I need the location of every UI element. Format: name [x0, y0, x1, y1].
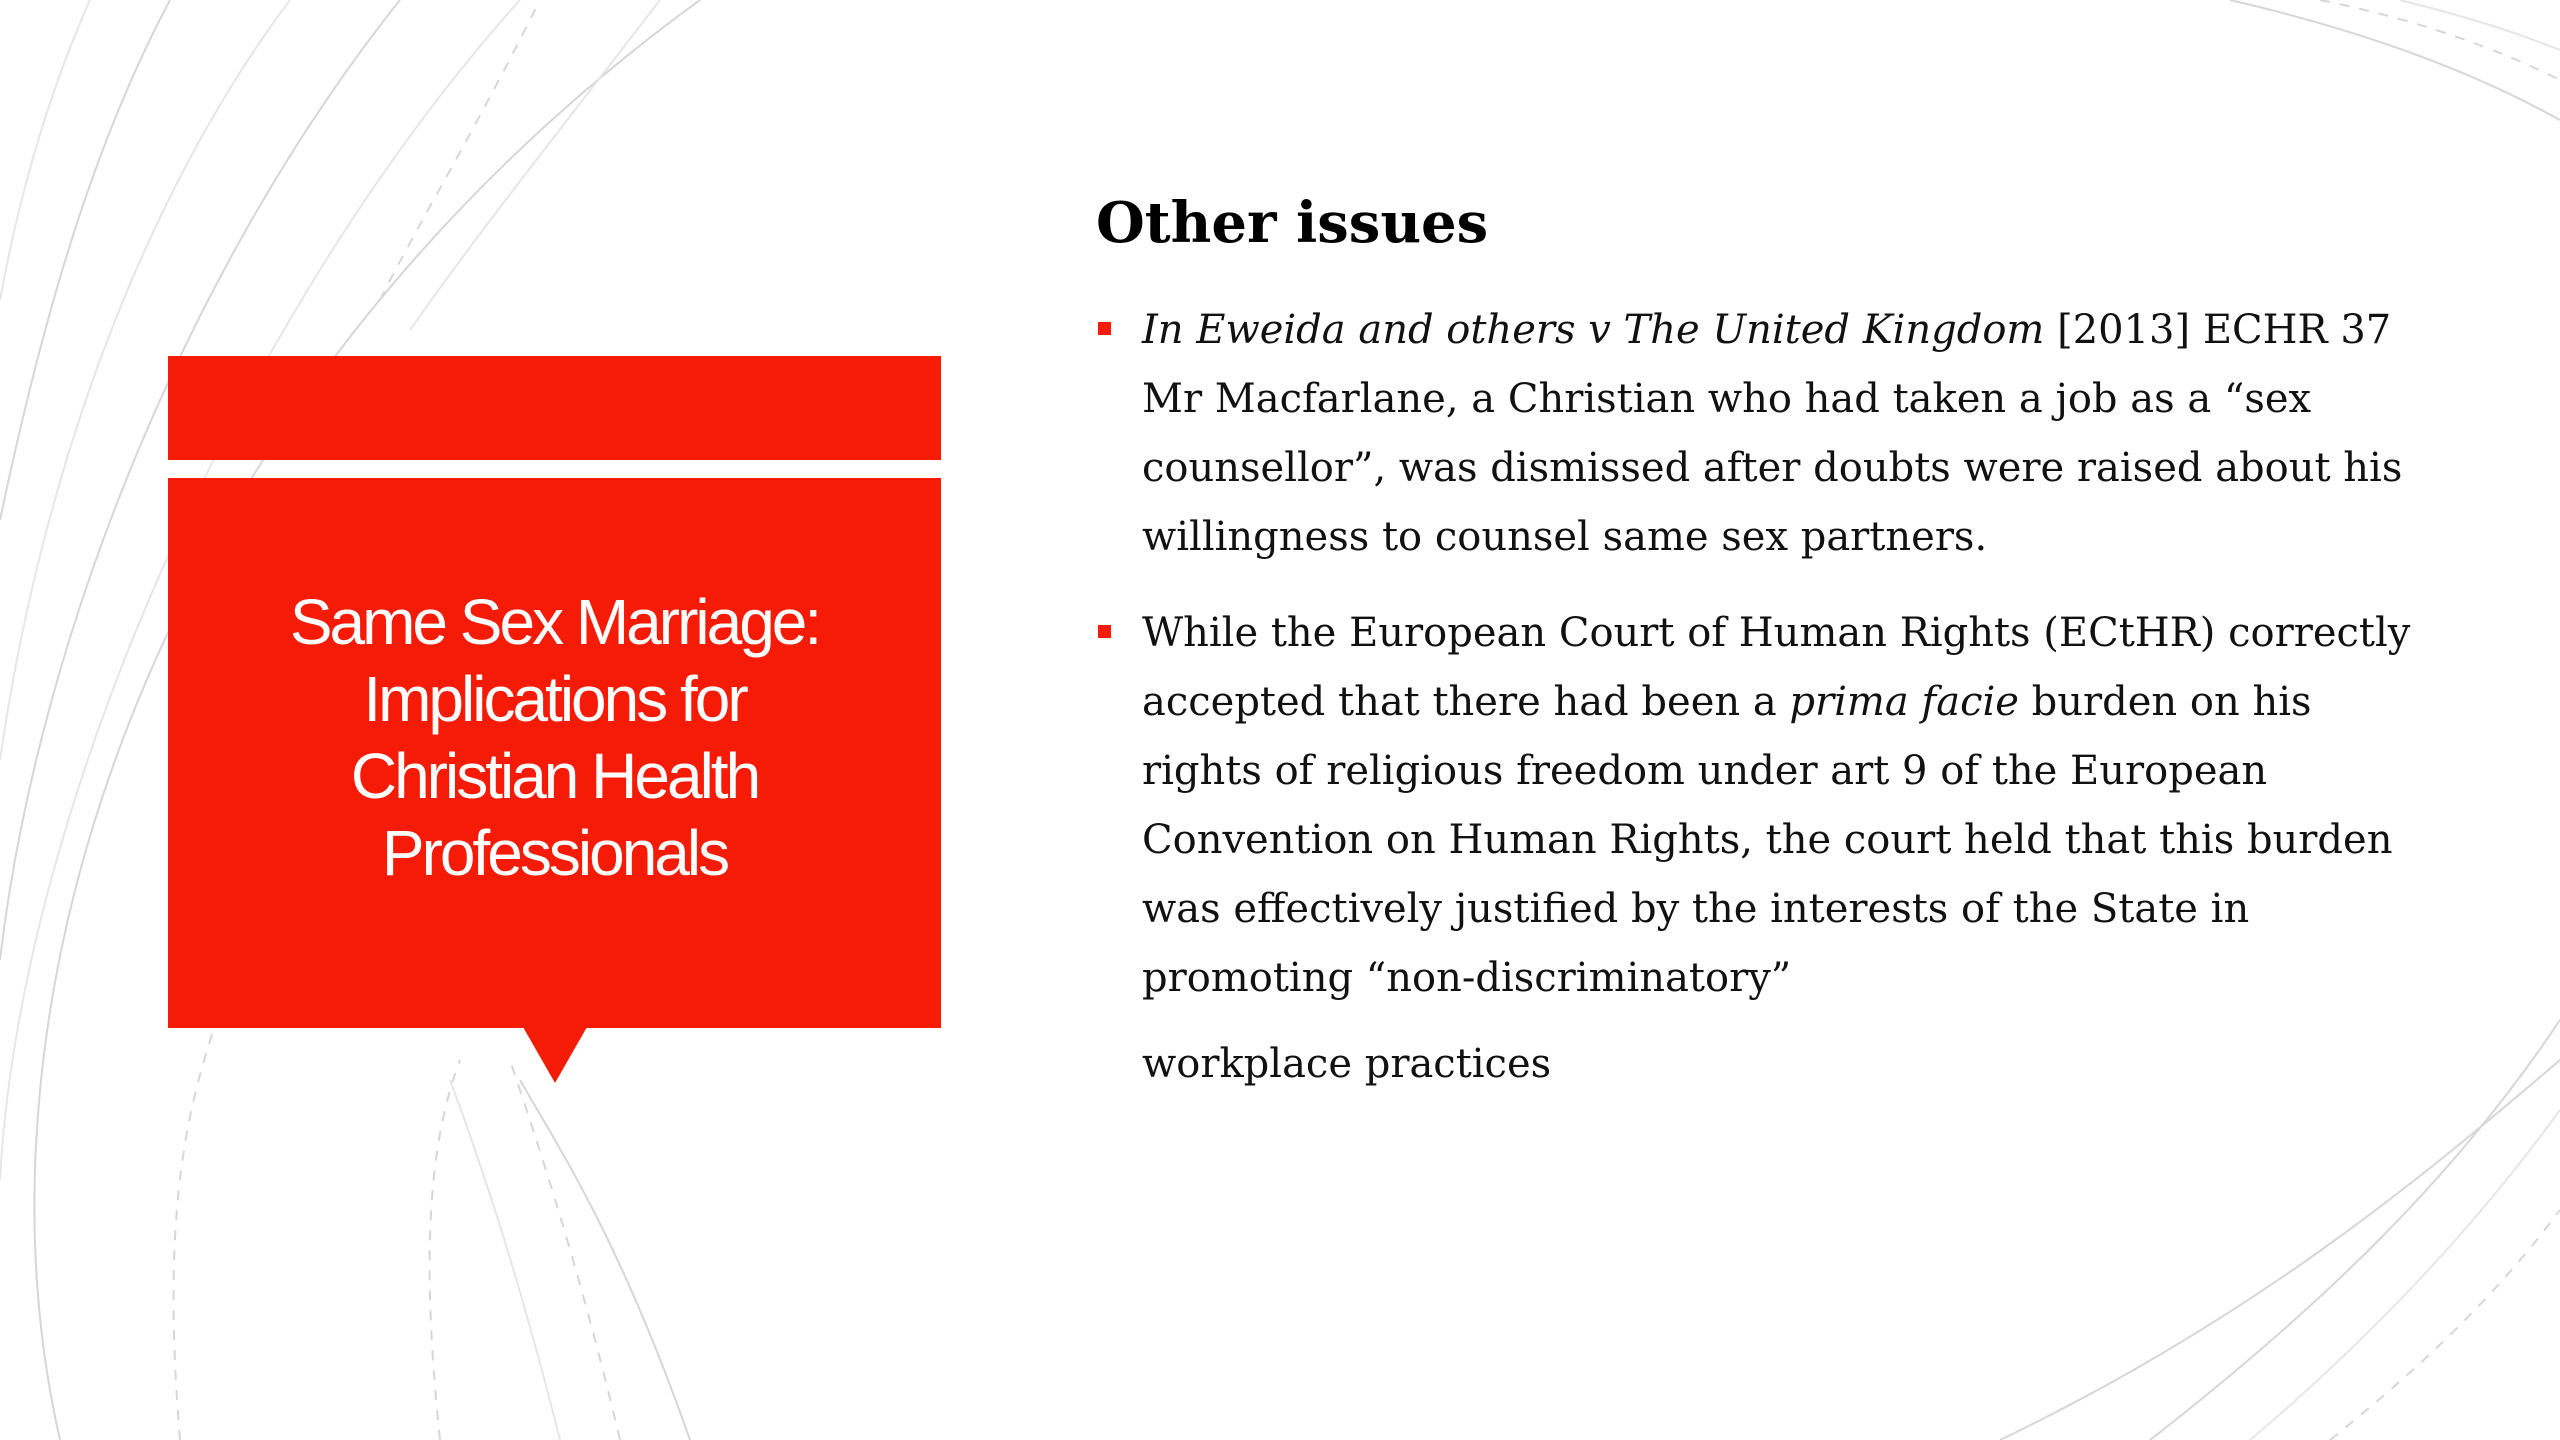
bullet-list — [1096, 296, 2416, 1126]
arc-line — [450, 1080, 560, 1440]
arc-line — [174, 1010, 220, 1440]
bullet-2-text-a: While the European Court of Human Rights (ECtHR) correctly accepted that there had been a — [1142, 610, 2411, 725]
arc-line — [2320, 0, 2560, 80]
bullet-2-text-c: workplace practices — [1142, 1041, 1552, 1087]
bullet-1-text: [2013] ECHR 37 Mr Macfarlane, a Christian who had taken a job as a “sex counsellor”, was dismissed after doubts were raised about his willingness to counsel same sex partners. — [1142, 307, 2403, 560]
arc-line — [410, 0, 660, 330]
arc-line — [380, 0, 540, 300]
square-bullet-icon — [1098, 625, 1111, 638]
title-box-text: Same Sex Marriage: Implications for Christian Health Professionals — [289, 586, 820, 889]
bullet-2-text-b: burden on his rights of religious freedom under art 9 of the European Convention on Human Rights, the court held that this burden was effectively justified by the interests of the State in promoting “non-discriminatory” — [1142, 679, 2393, 1001]
arc-line — [2330, 1210, 2560, 1440]
arc-line — [2400, 0, 2560, 50]
bullet-item-1 — [1096, 296, 2416, 572]
title-box-pointer — [523, 1027, 587, 1083]
arc-line — [2230, 0, 2560, 120]
arc-line — [510, 1060, 620, 1440]
arc-line — [2250, 1110, 2560, 1440]
accent-bar — [168, 356, 941, 460]
bullet-2-italic-term: prima facie — [1789, 679, 2019, 725]
bullet-item-2 — [1096, 599, 2416, 1099]
arc-line — [0, 0, 90, 300]
bullet-1-case-name: In Eweida and others v The United Kingdom — [1142, 307, 2045, 353]
title-box — [168, 478, 941, 1028]
arc-line — [430, 1060, 460, 1440]
square-bullet-icon — [1098, 322, 1111, 335]
arc-line — [0, 0, 170, 520]
slide-heading: Other issues — [1096, 190, 1489, 256]
